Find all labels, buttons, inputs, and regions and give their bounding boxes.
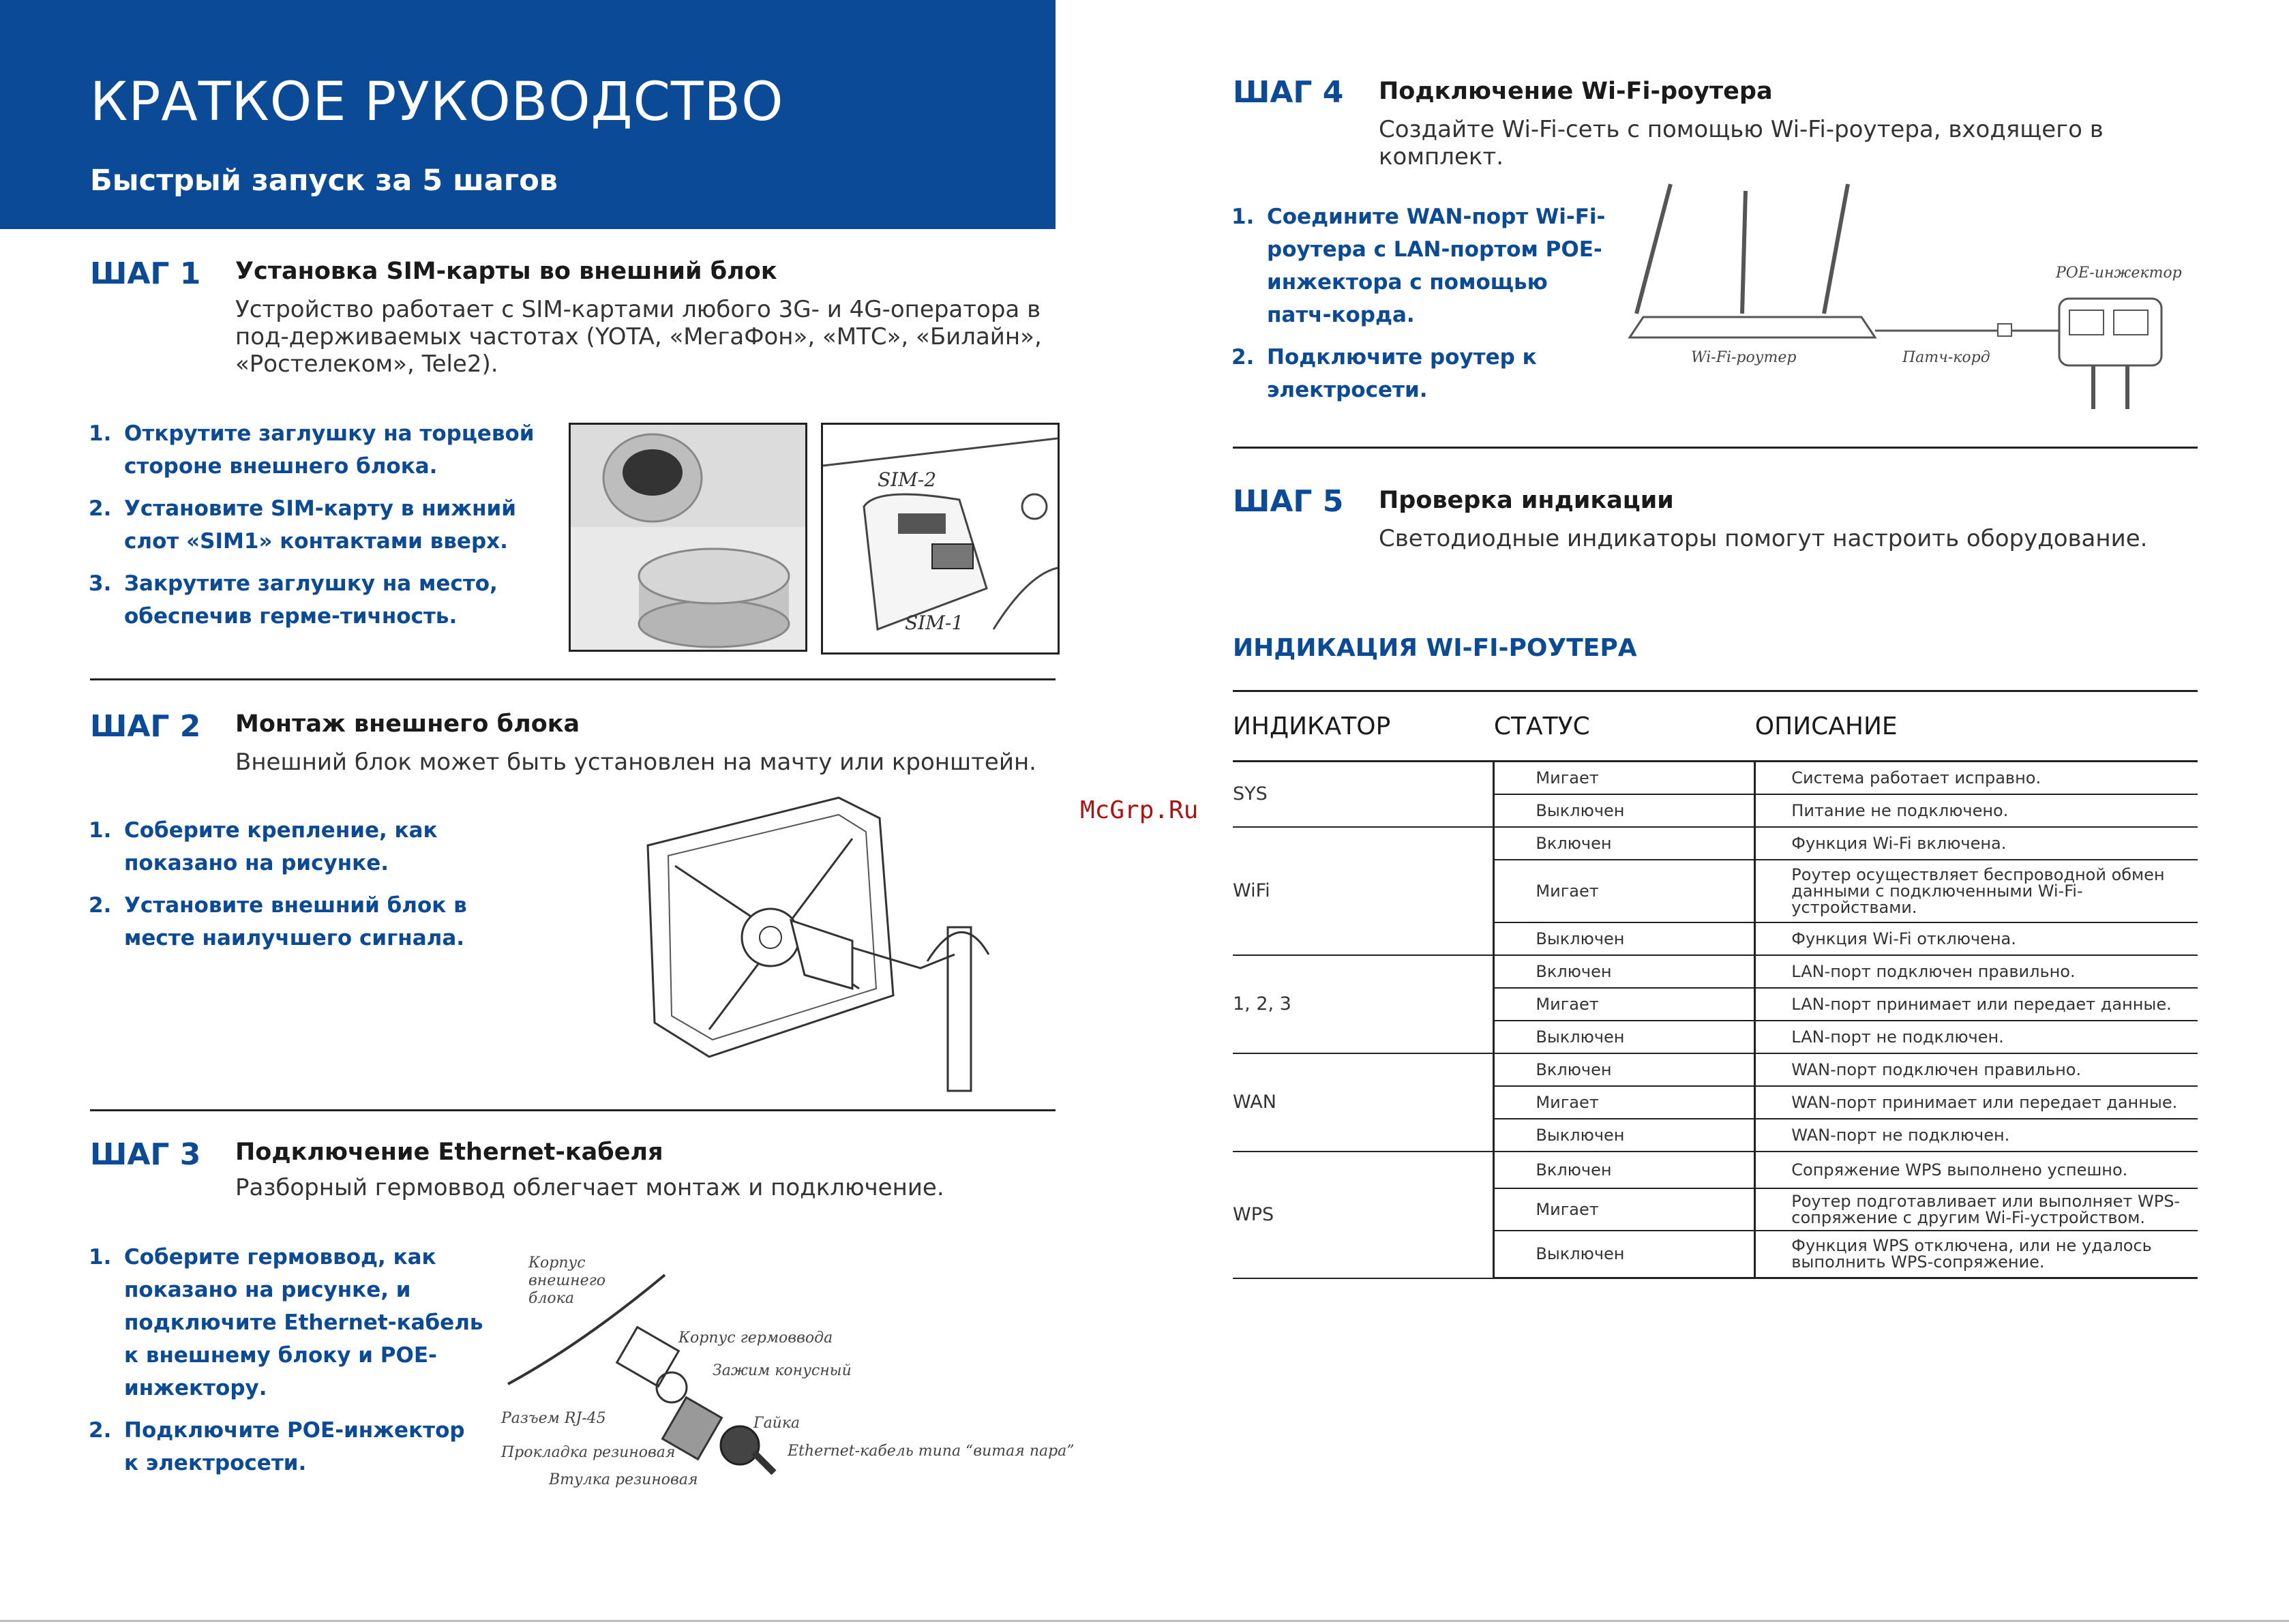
table-row (1233, 1152, 2198, 1188)
label-poe: POE-инжектор (2056, 265, 2182, 282)
list-number: 1. (89, 818, 112, 843)
list-item (89, 417, 552, 483)
list-item (89, 1414, 484, 1479)
list-text: Соберите гермоввод, как показано на рисунке, и подключите Ethernet-кабель к внешнему блоку и POE-инжектору. (124, 1245, 483, 1400)
indicator-cell: SYS (1233, 762, 1494, 827)
list-number: 1. (89, 421, 112, 446)
list-text: Открутите заглушку на торцевой стороне внешнего блока. (124, 421, 535, 479)
list-number: 1. (89, 1245, 112, 1269)
table-row (1233, 762, 2198, 794)
page-title: КРАТКОЕ РУКОВОДСТВО (90, 72, 784, 133)
sim1-label: SIM-1 (905, 612, 964, 634)
description-cell: WAN-порт принимает или передает данные. (1755, 1086, 2198, 1119)
table-row (1233, 827, 2198, 860)
gland-drawing (501, 1248, 1088, 1507)
status-cell: Выключен (1494, 1231, 1755, 1278)
step3-number: ШАГ 3 (90, 1137, 201, 1172)
description-cell: Роутер осуществляет беспроводной обмен данными с подключенными Wi-Fi-устройствами. (1755, 860, 2198, 922)
col-indicator: ИНДИКАТОР (1233, 691, 1494, 762)
sim-plug-photo (569, 423, 807, 652)
description-cell: Функция WPS отключена, или не удалось выполнить WPS-сопряжение. (1755, 1231, 2198, 1278)
sim2-label: SIM-2 (878, 468, 937, 491)
step4-number: ШАГ 4 (1233, 75, 1344, 110)
label-gland: Корпус гермоввода (678, 1329, 833, 1347)
description-cell: Сопряжение WPS выполнено успешно. (1755, 1152, 2198, 1188)
step4-description: Создайте Wi-Fi-сеть с помощью Wi-Fi-роутера, входящего в комплект. (1379, 116, 2104, 170)
label-clamp: Зажим конусный (713, 1362, 852, 1379)
router-drawing (1616, 177, 2289, 423)
status-cell: Мигает (1494, 988, 1755, 1021)
indicator-cell: WAN (1233, 1053, 1494, 1152)
step2-description: Внешний блок может быть установлен на мачту или кронштейн. (235, 749, 1036, 776)
step2-title: Монтаж внешнего блока (235, 710, 580, 738)
indicator-cell: WPS (1233, 1152, 1494, 1278)
watermark: McGrp.Ru (1080, 796, 1199, 824)
list-item (89, 889, 525, 954)
col-description: ОПИСАНИЕ (1755, 691, 2198, 762)
step5-description: Светодиодные индикаторы помогут настроить оборудование. (1379, 525, 2148, 552)
step2-list (89, 814, 525, 964)
description-cell: WAN-порт не подключен. (1755, 1119, 2198, 1152)
step1-description: Устройство работает с SIM-картами любого 3G- и 4G-оператора в под-держиваемых частотах (YOTA, «МегаФон», «МТС», «Билайн», «Ростелеком», Tele2). (235, 296, 1042, 378)
table-header-row (1233, 691, 2198, 762)
description-cell: WAN-порт подключен правильно. (1755, 1053, 2198, 1086)
list-item (1231, 341, 1613, 406)
status-cell: Мигает (1494, 1086, 1755, 1119)
step5-title: Проверка индикации (1379, 487, 1674, 514)
label-patch: Патч-корд (1902, 349, 1990, 366)
list-item (89, 1241, 484, 1404)
divider (1233, 447, 2198, 449)
list-item (89, 492, 552, 558)
list-number: 2. (1231, 345, 1255, 370)
bottom-rule (0, 1620, 2289, 1622)
list-item (89, 567, 552, 633)
indication-title: ИНДИКАЦИЯ WI-FI-РОУТЕРА (1233, 634, 1637, 662)
list-number: 2. (89, 496, 112, 521)
indicator-cell: WiFi (1233, 827, 1494, 955)
divider (90, 1109, 1056, 1111)
step3-title: Подключение Ethernet-кабеля (235, 1139, 663, 1166)
label-cable: Ethernet-кабель типа “витая пара” (788, 1443, 1075, 1460)
list-number: 2. (89, 1418, 112, 1443)
description-cell: LAN-порт не подключен. (1755, 1021, 2198, 1053)
table-row (1233, 955, 2198, 988)
description-cell: Система работает исправно. (1755, 762, 2198, 794)
table-row (1233, 1053, 2198, 1086)
step4-list (1231, 200, 1613, 416)
description-cell: Функция Wi-Fi отключена. (1755, 922, 2198, 955)
status-cell: Включен (1494, 827, 1755, 860)
step5-number: ШАГ 5 (1233, 484, 1344, 519)
label-sleeve: Втулка резиновая (549, 1471, 698, 1488)
page-subtitle: Быстрый запуск за 5 шагов (90, 164, 558, 198)
status-cell: Выключен (1494, 794, 1755, 827)
step3-list (89, 1241, 484, 1489)
step1-list (89, 417, 552, 642)
list-text: Закрутите заглушку на место, обеспечив герме-тичность. (124, 571, 498, 629)
list-text: Подключите роутер к электросети. (1267, 345, 1537, 402)
list-text: Соберите крепление, как показано на рисунке. (124, 818, 438, 875)
description-cell: Роутер подготавливает или выполняет WPS-сопряжение с другим Wi-Fi-устройством. (1755, 1188, 2198, 1231)
list-item (89, 814, 525, 879)
label-router: Wi-Fi-роутер (1691, 349, 1797, 366)
status-cell: Мигает (1494, 762, 1755, 794)
status-cell: Включен (1494, 1152, 1755, 1188)
indication-table (1233, 690, 2198, 1279)
status-cell: Мигает (1494, 1188, 1755, 1231)
list-text: Установите внешний блок в месте наилучшего сигнала. (124, 893, 467, 950)
status-cell: Выключен (1494, 1021, 1755, 1053)
description-cell: LAN-порт подключен правильно. (1755, 955, 2198, 988)
status-cell: Включен (1494, 955, 1755, 988)
col-status: СТАТУС (1494, 691, 1755, 762)
step3-description: Разборный гермоввод облегчает монтаж и подключение. (235, 1174, 944, 1201)
status-cell: Выключен (1494, 1119, 1755, 1152)
list-text: Подключите POE-инжектор к электросети. (124, 1418, 465, 1475)
description-cell: LAN-порт принимает или передает данные. (1755, 988, 2198, 1021)
status-cell: Выключен (1494, 922, 1755, 955)
indicator-cell: 1, 2, 3 (1233, 955, 1494, 1053)
label-rj45: Разъем RJ-45 (501, 1410, 606, 1427)
list-number: 3. (89, 571, 112, 596)
step4-title: Подключение Wi-Fi-роутера (1379, 78, 1773, 105)
description-cell: Функция Wi-Fi включена. (1755, 827, 2198, 860)
label-gasket: Прокладка резиновая (501, 1444, 676, 1461)
list-item (1231, 200, 1613, 331)
step1-title: Установка SIM-карты во внешний блок (235, 258, 777, 285)
list-number: 1. (1231, 205, 1255, 229)
divider (90, 678, 1056, 680)
step2-number: ШАГ 2 (90, 709, 201, 744)
step1-number: ШАГ 1 (90, 256, 201, 291)
status-cell: Включен (1494, 1053, 1755, 1086)
list-text: Установите SIM-карту в нижний слот «SIM1» контактами вверх. (124, 496, 516, 554)
description-cell: Питание не подключено. (1755, 794, 2198, 827)
label-body: Корпус внешнего блока (528, 1254, 606, 1307)
label-nut: Гайка (753, 1415, 801, 1432)
list-text: Соедините WAN-порт Wi-Fi-роутера с LAN-портом POE-инжектора с помощью патч-корда. (1267, 205, 1606, 327)
status-cell: Мигает (1494, 860, 1755, 922)
list-number: 2. (89, 893, 112, 918)
mount-drawing (634, 791, 1016, 1104)
sim-slot-drawing (821, 423, 1060, 655)
